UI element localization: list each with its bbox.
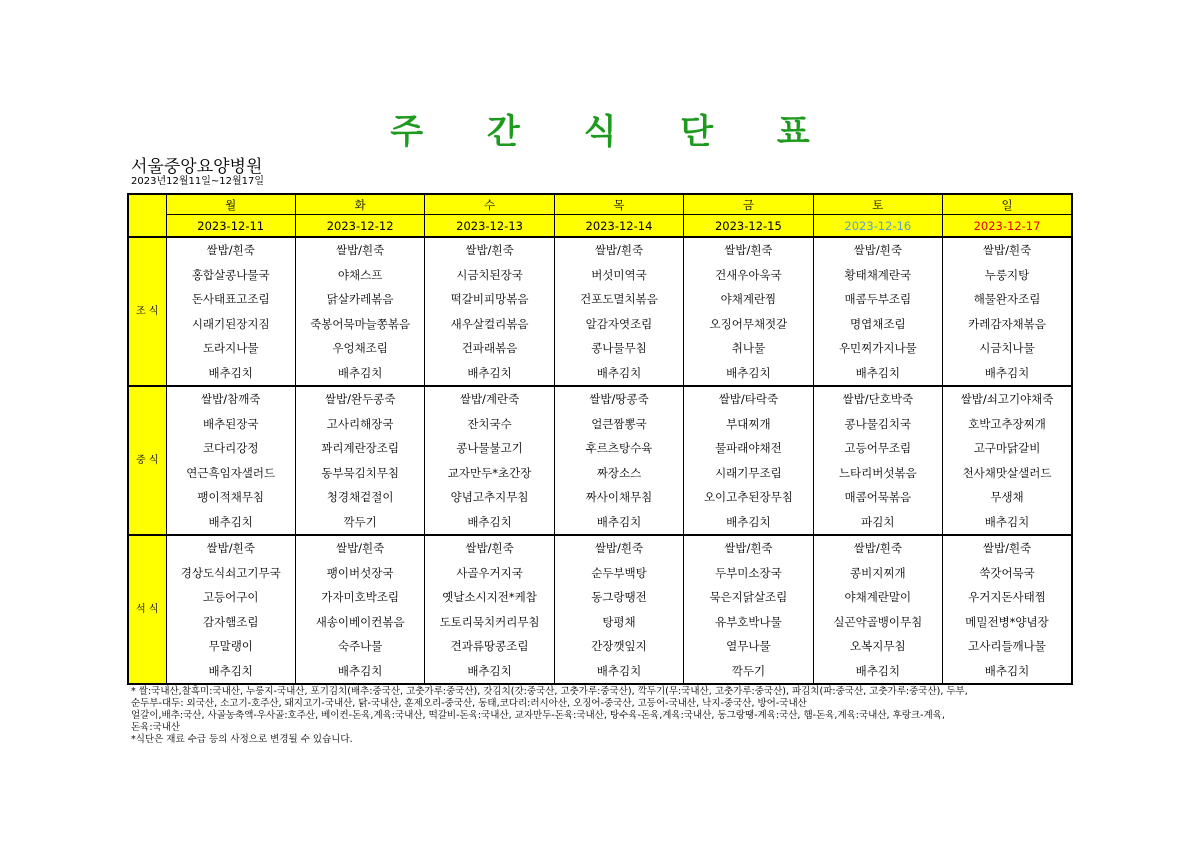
menu-item: 배추김치 (684, 361, 813, 387)
menu-row (128, 510, 1072, 536)
menu-item: 황태채계란국 (813, 263, 942, 288)
day-date: 2023-12-11 (166, 215, 295, 238)
menu-item: 시금치된장국 (425, 263, 554, 288)
menu-row (128, 610, 1072, 635)
menu-item: 쑥갓어묵국 (943, 561, 1072, 586)
menu-item: 야채계란찜 (684, 287, 813, 312)
menu-row (128, 287, 1072, 312)
menu-item: 시금치나물 (943, 336, 1072, 361)
menu-item: 유부호박나물 (684, 610, 813, 635)
note-line: * 쌀:국내산,찰흑미:국내산, 누룽지-국내산, 포기김치(배추:중국산, 고춧가루:중국산), 갓김치(갓:중국산, 고춧가루:중국산), 깍두기(무:국내산, 고춧가루:중국산), 파김치(파:중국산, 고춧가루:중국산), 두부, (131, 686, 968, 697)
menu-item: 잔치국수 (425, 412, 554, 437)
menu-row (128, 312, 1072, 337)
menu-item: 쌀밥/흰죽 (295, 535, 424, 561)
menu-item: 두부미소장국 (684, 561, 813, 586)
page-title: 주 간 식 단 표 (390, 112, 836, 152)
menu-item: 취나물 (684, 336, 813, 361)
menu-item: 쌀밥/계란죽 (425, 386, 554, 412)
day-name: 화 (295, 194, 424, 215)
menu-item: 연근흑임자샐러드 (166, 461, 295, 486)
menu-item: 콩나물김치국 (813, 412, 942, 437)
menu-item: 배추김치 (943, 510, 1072, 536)
menu-item: 물파래야채전 (684, 436, 813, 461)
menu-item: 야채스프 (295, 263, 424, 288)
menu-item: 메밀전병*양념장 (943, 610, 1072, 635)
day-date: 2023-12-13 (425, 215, 554, 238)
menu-row (128, 461, 1072, 486)
menu-item: 배추김치 (943, 361, 1072, 387)
weekly-menu-table (127, 193, 1073, 685)
menu-item: 닭살카레볶음 (295, 287, 424, 312)
note-line: *식단은 재료 수급 등의 사정으로 변경될 수 있습니다. (131, 734, 353, 745)
menu-item: 우민찌가지나물 (813, 336, 942, 361)
menu-item: 꽈리계란장조림 (295, 436, 424, 461)
menu-item: 돈사태표고조림 (166, 287, 295, 312)
menu-item: 매콤두부조림 (813, 287, 942, 312)
menu-item: 카레감자채볶음 (943, 312, 1072, 337)
menu-item: 옛날소시지전*케찹 (425, 585, 554, 610)
menu-item: 야채계란말이 (813, 585, 942, 610)
menu-item: 간장깻잎지 (554, 634, 683, 659)
date-header-row (128, 215, 1072, 238)
menu-item: 도토리묵치커리무침 (425, 610, 554, 635)
day-name: 월 (166, 194, 295, 215)
note-line: 얼갈이,배추:국산, 사골농축액-우사골:호주산, 베이컨-돈육,계육:국내산, 떡갈비-돈육:국내산, 교자만두-돈육:국내산, 탕수육-돈육,계육:국내산, 동그랑땡-계육:국산, 햄-돈육,계육:국내산, 후랑크-계육, (131, 710, 945, 721)
menu-item: 새우살컬리볶음 (425, 312, 554, 337)
menu-item: 쌀밥/흰죽 (684, 535, 813, 561)
menu-item: 쌀밥/흰죽 (166, 237, 295, 263)
menu-item: 쌀밥/흰죽 (425, 535, 554, 561)
meal-label: 석 식 (128, 535, 166, 684)
menu-item: 배추김치 (813, 361, 942, 387)
menu-item: 부대찌개 (684, 412, 813, 437)
menu-item: 건포도멸치볶음 (554, 287, 683, 312)
menu-item: 무말랭이 (166, 634, 295, 659)
menu-item: 가자미호박조림 (295, 585, 424, 610)
menu-item: 배추김치 (554, 510, 683, 536)
menu-row (128, 535, 1072, 561)
menu-item: 명엽채조림 (813, 312, 942, 337)
menu-item: 도라지나물 (166, 336, 295, 361)
menu-item: 고사리해장국 (295, 412, 424, 437)
day-date: 2023-12-14 (554, 215, 683, 238)
menu-item: 오복지무침 (813, 634, 942, 659)
day-header-row (128, 194, 1072, 215)
menu-period: 2023년12월11일~12월17일 (131, 176, 265, 187)
menu-item: 열무나물 (684, 634, 813, 659)
note-line: 순두부-대두: 외국산, 소고기-호주산, 돼지고기-국내산, 닭-국내산, 훈제오리-중국산, 동태,코다리:러시아산, 오징어-중국산, 고등어-국내산, 낙지-중국산, 방어-국내산 (131, 698, 807, 709)
meal-label: 중 식 (128, 386, 166, 535)
menu-item: 견과류땅콩조림 (425, 634, 554, 659)
menu-item: 배추김치 (166, 510, 295, 536)
menu-item: 쌀밥/참깨죽 (166, 386, 295, 412)
menu-item: 짜장소스 (554, 461, 683, 486)
menu-row (128, 634, 1072, 659)
meal-label: 조 식 (128, 237, 166, 386)
menu-item: 무생채 (943, 485, 1072, 510)
menu-item: 경상도식쇠고기무국 (166, 561, 295, 586)
menu-item: 얼큰짬뽕국 (554, 412, 683, 437)
menu-item: 홍합살콩나물국 (166, 263, 295, 288)
menu-row (128, 485, 1072, 510)
menu-item: 고등어무조림 (813, 436, 942, 461)
menu-item: 배추김치 (295, 659, 424, 685)
menu-item: 배추김치 (425, 510, 554, 536)
day-date-saturday: 2023-12-16 (813, 215, 942, 238)
note-line: 돈육:국내산 (131, 722, 181, 733)
day-name: 수 (425, 194, 554, 215)
origin-notes (131, 686, 1076, 746)
menu-item: 팽이버섯장국 (295, 561, 424, 586)
menu-item: 우엉채조림 (295, 336, 424, 361)
menu-item: 배추김치 (425, 361, 554, 387)
menu-item: 느타리버섯볶음 (813, 461, 942, 486)
menu-item: 양념고추지무침 (425, 485, 554, 510)
menu-item: 쌀밥/흰죽 (295, 237, 424, 263)
menu-item: 매콤어묵볶음 (813, 485, 942, 510)
menu-item: 배추된장국 (166, 412, 295, 437)
menu-item: 배추김치 (166, 361, 295, 387)
menu-item: 실곤약골뱅이무침 (813, 610, 942, 635)
menu-item: 배추김치 (684, 510, 813, 536)
menu-item: 쌀밥/완두콩죽 (295, 386, 424, 412)
day-name: 일 (943, 194, 1072, 215)
menu-item: 콩비지찌개 (813, 561, 942, 586)
menu-row (128, 237, 1072, 263)
menu-item: 팽이적채무침 (166, 485, 295, 510)
menu-row (128, 561, 1072, 586)
menu-item: 동그랑땡전 (554, 585, 683, 610)
menu-item: 배추김치 (813, 659, 942, 685)
menu-item: 콩나물무침 (554, 336, 683, 361)
menu-item: 깍두기 (684, 659, 813, 685)
menu-item: 쌀밥/흰죽 (813, 237, 942, 263)
menu-item: 고구마닭갈비 (943, 436, 1072, 461)
menu-item: 교자만두*초간장 (425, 461, 554, 486)
menu-item: 건파래볶음 (425, 336, 554, 361)
menu-item: 버섯미역국 (554, 263, 683, 288)
menu-item: 떡갈비피망볶음 (425, 287, 554, 312)
menu-item: 배추김치 (425, 659, 554, 685)
menu-item: 청경채겉절이 (295, 485, 424, 510)
menu-item: 누룽지탕 (943, 263, 1072, 288)
menu-row (128, 263, 1072, 288)
menu-item: 쌀밥/흰죽 (166, 535, 295, 561)
day-name: 토 (813, 194, 942, 215)
menu-row (128, 386, 1072, 412)
corner-cell (128, 194, 166, 237)
menu-item: 동부묵김치무침 (295, 461, 424, 486)
menu-item: 배추김치 (943, 659, 1072, 685)
menu-item: 순두부백탕 (554, 561, 683, 586)
menu-row (128, 659, 1072, 685)
menu-item: 고사리들깨나물 (943, 634, 1072, 659)
menu-item: 새송이베이컨볶음 (295, 610, 424, 635)
menu-item: 오징어무채젓갈 (684, 312, 813, 337)
menu-item: 천사채맛살샐러드 (943, 461, 1072, 486)
menu-item: 배추김치 (554, 659, 683, 685)
menu-item: 배추김치 (554, 361, 683, 387)
menu-item: 배추김치 (166, 659, 295, 685)
menu-item: 죽봉어묵마늘쫑볶음 (295, 312, 424, 337)
menu-item: 건새우아욱국 (684, 263, 813, 288)
menu-item: 감자햄조림 (166, 610, 295, 635)
menu-row (128, 361, 1072, 387)
menu-item: 시래기무조림 (684, 461, 813, 486)
day-name: 목 (554, 194, 683, 215)
menu-item: 오이고추된장무침 (684, 485, 813, 510)
day-date-sunday: 2023-12-17 (943, 215, 1072, 238)
menu-item: 콩나물불고기 (425, 436, 554, 461)
menu-item: 쌀밥/흰죽 (943, 535, 1072, 561)
menu-item: 알감자엿조림 (554, 312, 683, 337)
menu-item: 쌀밥/흰죽 (943, 237, 1072, 263)
menu-item: 해물완자조림 (943, 287, 1072, 312)
day-date: 2023-12-12 (295, 215, 424, 238)
menu-item: 쌀밥/흰죽 (813, 535, 942, 561)
menu-item: 고등어구이 (166, 585, 295, 610)
menu-item: 탕평채 (554, 610, 683, 635)
menu-item: 숙주나물 (295, 634, 424, 659)
menu-item: 짜사이채무침 (554, 485, 683, 510)
menu-item: 깍두기 (295, 510, 424, 536)
hospital-name: 서울중앙요양병원 (131, 157, 263, 177)
menu-item: 호박고추장찌개 (943, 412, 1072, 437)
menu-item: 사골우거지국 (425, 561, 554, 586)
menu-item: 쌀밥/땅콩죽 (554, 386, 683, 412)
menu-item: 쌀밥/흰죽 (425, 237, 554, 263)
menu-row (128, 585, 1072, 610)
menu-item: 묵은지닭살조림 (684, 585, 813, 610)
menu-item: 후르츠탕수육 (554, 436, 683, 461)
menu-item: 쌀밥/흰죽 (554, 535, 683, 561)
menu-item: 쌀밥/쇠고기야채죽 (943, 386, 1072, 412)
menu-item: 우거지돈사태찜 (943, 585, 1072, 610)
day-date: 2023-12-15 (684, 215, 813, 238)
menu-item: 파김치 (813, 510, 942, 536)
menu-row (128, 336, 1072, 361)
menu-item: 쌀밥/타락죽 (684, 386, 813, 412)
day-name: 금 (684, 194, 813, 215)
menu-item: 쌀밥/흰죽 (554, 237, 683, 263)
menu-row (128, 436, 1072, 461)
menu-item: 쌀밥/단호박죽 (813, 386, 942, 412)
menu-row (128, 412, 1072, 437)
menu-item: 시래기된장지짐 (166, 312, 295, 337)
menu-item: 배추김치 (295, 361, 424, 387)
menu-item: 쌀밥/흰죽 (684, 237, 813, 263)
menu-item: 코다리강정 (166, 436, 295, 461)
